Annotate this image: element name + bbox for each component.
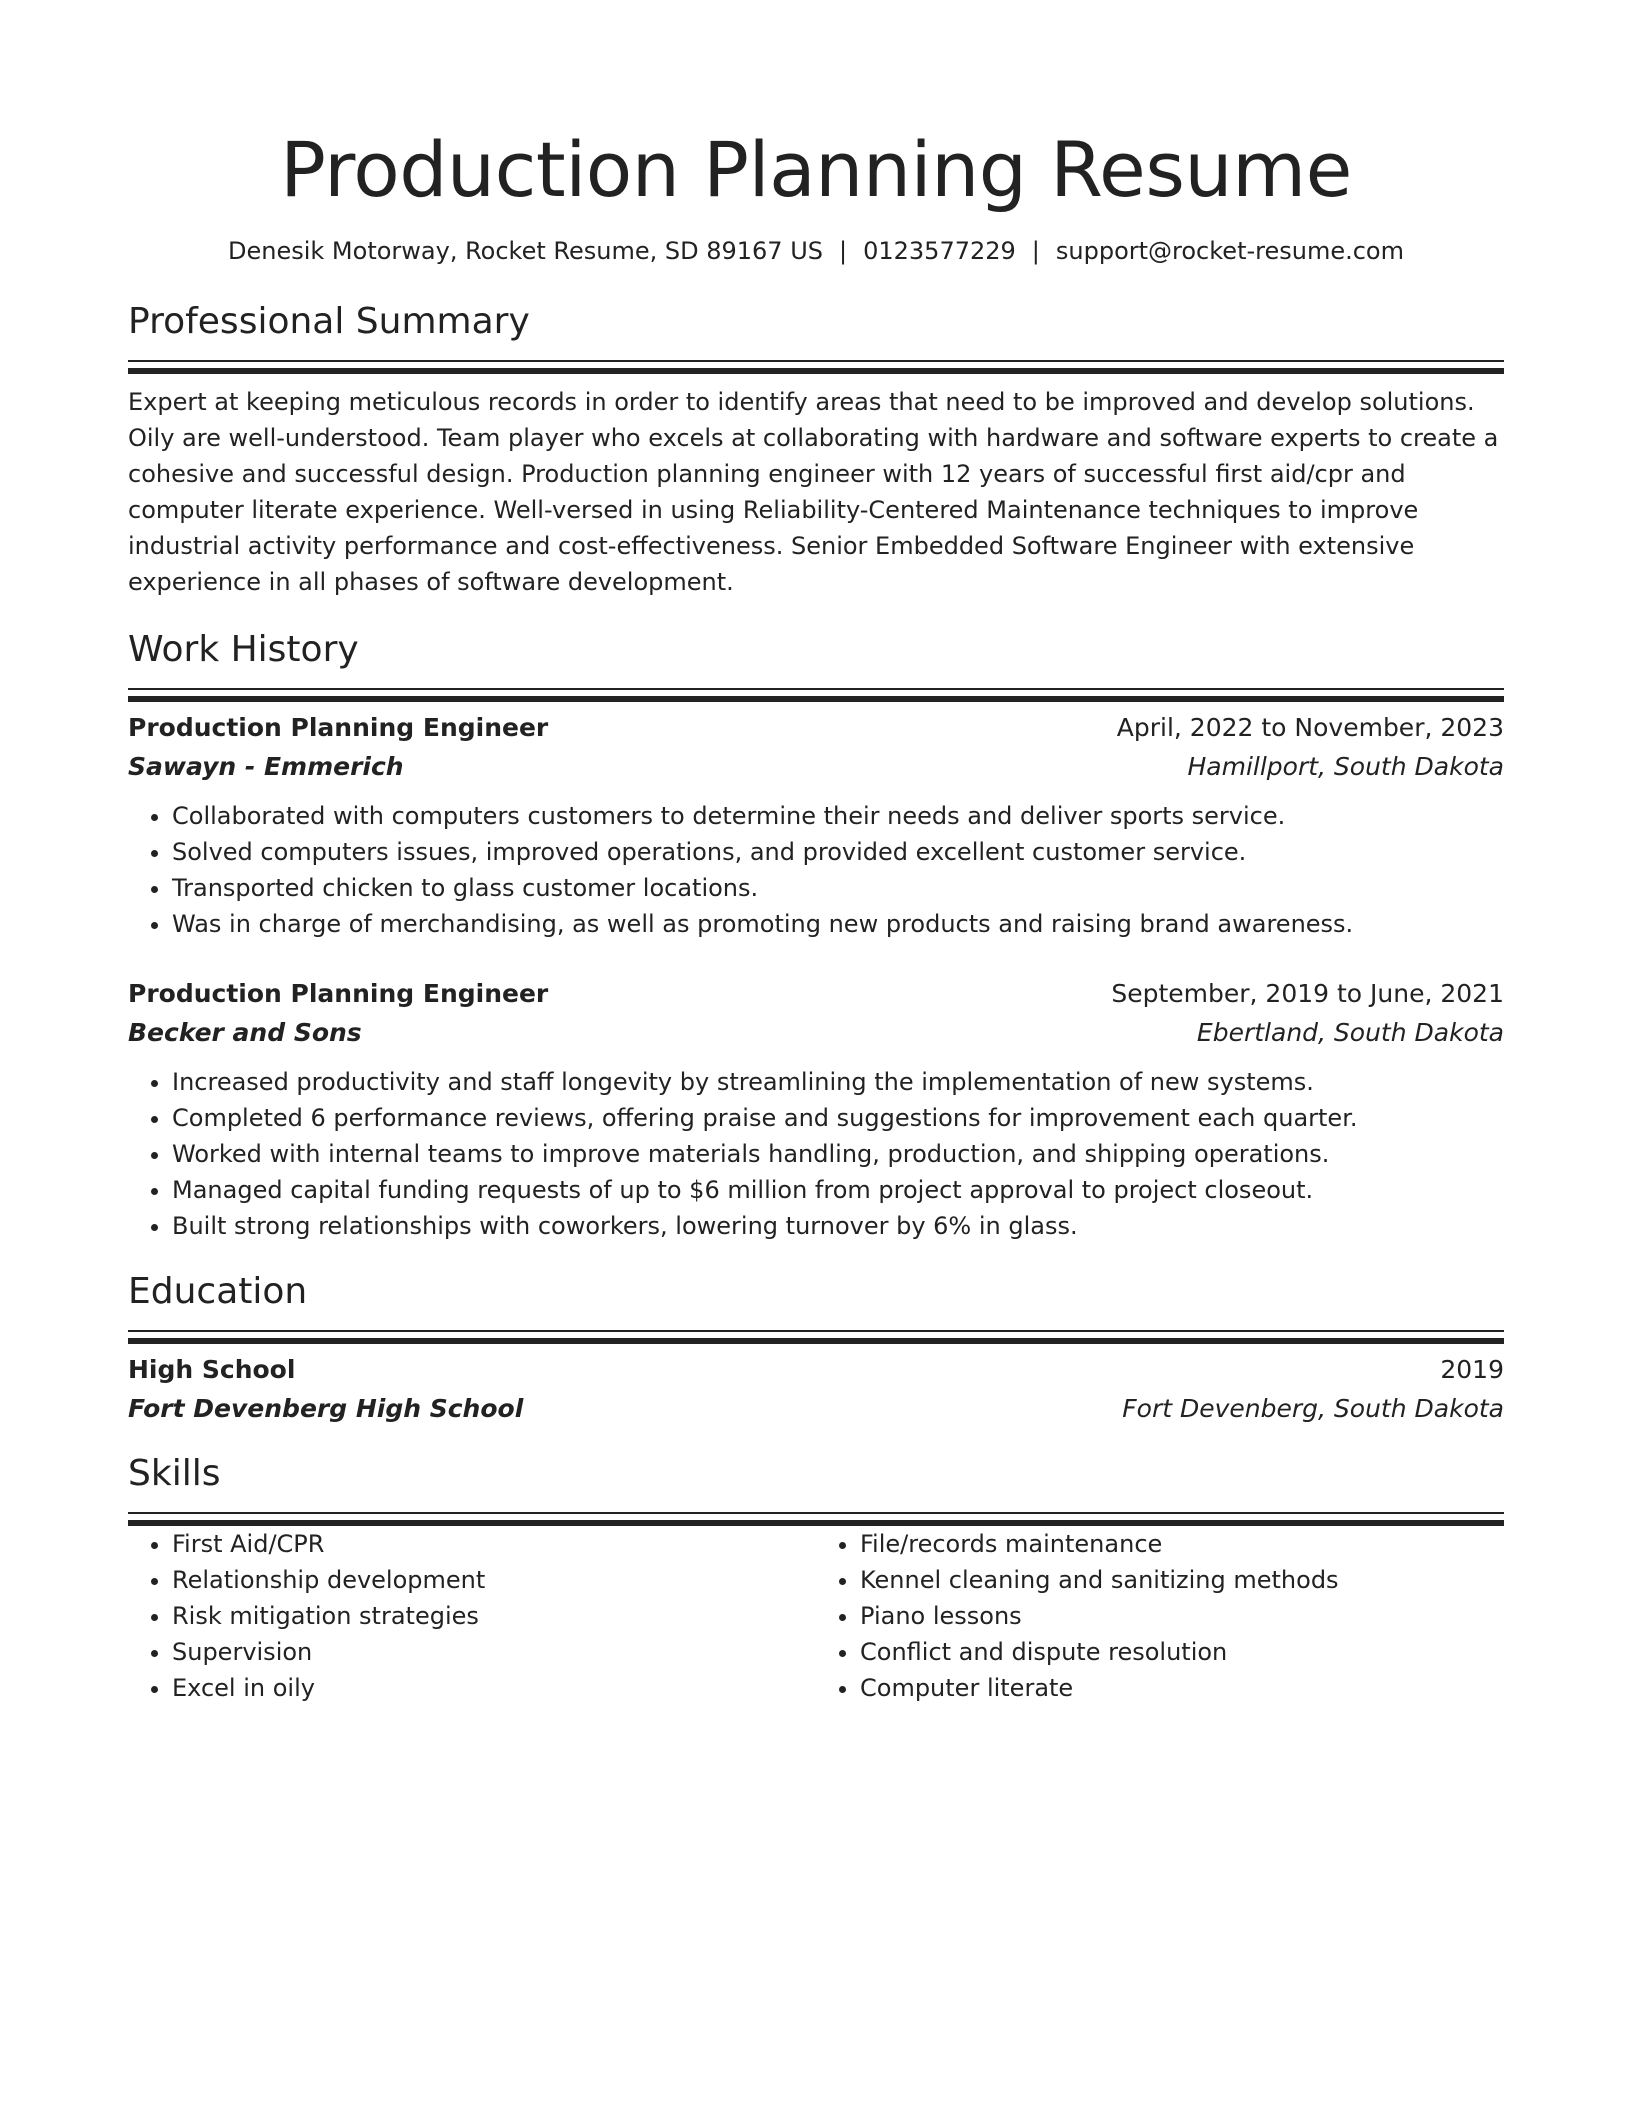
list-item: • Transported chicken to glass customer locations. bbox=[172, 870, 1504, 906]
education-school-row bbox=[128, 1389, 1504, 1428]
job-location: Ebertland, South Dakota bbox=[1196, 1018, 1504, 1047]
skill-item: • Supervision bbox=[172, 1634, 816, 1670]
skills-column-left bbox=[128, 1526, 816, 1706]
skill-item: • Relationship development bbox=[172, 1562, 816, 1598]
section-heading: Skills bbox=[128, 1453, 221, 1494]
job-location: Hamillport, South Dakota bbox=[1187, 752, 1504, 781]
job-company: Becker and Sons bbox=[128, 1018, 362, 1047]
skill-item: • Piano lessons bbox=[860, 1598, 1504, 1634]
skill-item: • First Aid/CPR bbox=[172, 1526, 816, 1562]
list-item: • Built strong relationships with coworkers, lowering turnover by 6% in glass. bbox=[172, 1208, 1504, 1244]
contact-email: support@rocket-resume.com bbox=[1055, 237, 1404, 265]
skill-item: • Conflict and dispute resolution bbox=[860, 1634, 1504, 1670]
section-divider bbox=[128, 1512, 1504, 1514]
section-divider bbox=[128, 1330, 1504, 1332]
skills-grid bbox=[128, 1526, 1504, 1706]
summary-text: Expert at keeping meticulous records in order to identify areas that need to be improved and develop solutions. Oily are well-understood. Team player who excels at collaborating with hardware and software experts to create a cohesive and successful design. Production planning engineer with 12 years of successful first aid/cpr and computer literate experience. Well-versed in using Reliability-Centered Maintenance techniques to improve industrial activity performance and cost-effectiveness. Senior Embedded Software Engineer with extensive experience in all phases of software development. bbox=[128, 388, 1499, 596]
education-location: Fort Devenberg, South Dakota bbox=[1122, 1394, 1504, 1423]
job-company-row bbox=[128, 1013, 1504, 1052]
contact-separator: | bbox=[1031, 237, 1040, 265]
contact-phone: 0123577229 bbox=[863, 237, 1016, 265]
list-item: • Managed capital funding requests of up to $6 million from project approval to project closeout. bbox=[172, 1172, 1504, 1208]
job-company: Sawayn - Emmerich bbox=[128, 752, 404, 781]
section-heading: Work History bbox=[128, 629, 359, 670]
skill-item: • Computer literate bbox=[860, 1670, 1504, 1706]
list-item: • Solved computers issues, improved operations, and provided excellent customer service. bbox=[172, 834, 1504, 870]
education-section bbox=[128, 1268, 1504, 1428]
summary-section bbox=[128, 298, 1504, 600]
education-school: Fort Devenberg High School bbox=[128, 1394, 524, 1423]
skill-item: • File/records maintenance bbox=[860, 1526, 1504, 1562]
work-history-section bbox=[128, 626, 1504, 1244]
section-heading: Education bbox=[128, 1271, 308, 1312]
job-entry bbox=[128, 708, 1504, 942]
contact-address: Denesik Motorway, Rocket Resume, SD 89167 US bbox=[228, 237, 823, 265]
job-title: Production Planning Engineer bbox=[128, 713, 549, 742]
skill-item: • Risk mitigation strategies bbox=[172, 1598, 816, 1634]
education-entry bbox=[128, 1350, 1504, 1428]
job-header-row bbox=[128, 974, 1504, 1013]
list-item: • Was in charge of merchandising, as well as promoting new products and raising brand awareness. bbox=[172, 906, 1504, 942]
section-divider bbox=[128, 688, 1504, 690]
section-heading: Professional Summary bbox=[128, 301, 530, 342]
skills-section bbox=[128, 1450, 1504, 1706]
skill-item: • Kennel cleaning and sanitizing methods bbox=[860, 1562, 1504, 1598]
list-item: • Collaborated with computers customers to determine their needs and deliver sports service. bbox=[172, 798, 1504, 834]
job-title: Production Planning Engineer bbox=[128, 979, 549, 1008]
skills-column-right bbox=[816, 1526, 1504, 1706]
job-bullets bbox=[128, 1064, 1504, 1244]
job-company-row bbox=[128, 747, 1504, 786]
education-degree: High School bbox=[128, 1355, 296, 1384]
job-header-row bbox=[128, 708, 1504, 747]
list-item: • Worked with internal teams to improve materials handling, production, and shipping operations. bbox=[172, 1136, 1504, 1172]
education-year: 2019 bbox=[1440, 1355, 1504, 1384]
education-header-row bbox=[128, 1350, 1504, 1389]
job-dates: April, 2022 to November, 2023 bbox=[1116, 713, 1504, 742]
resume-title: Production Planning Resume bbox=[280, 125, 1352, 214]
list-item: • Completed 6 performance reviews, offering praise and suggestions for improvement each quarter. bbox=[172, 1100, 1504, 1136]
job-bullets bbox=[128, 798, 1504, 942]
contact-line bbox=[128, 234, 1504, 268]
skill-item: • Excel in oily bbox=[172, 1670, 816, 1706]
list-item: • Increased productivity and staff longevity by streamlining the implementation of new systems. bbox=[172, 1064, 1504, 1100]
section-divider bbox=[128, 360, 1504, 362]
contact-separator: | bbox=[839, 237, 848, 265]
job-entry bbox=[128, 974, 1504, 1244]
job-dates: September, 2019 to June, 2021 bbox=[1111, 979, 1504, 1008]
